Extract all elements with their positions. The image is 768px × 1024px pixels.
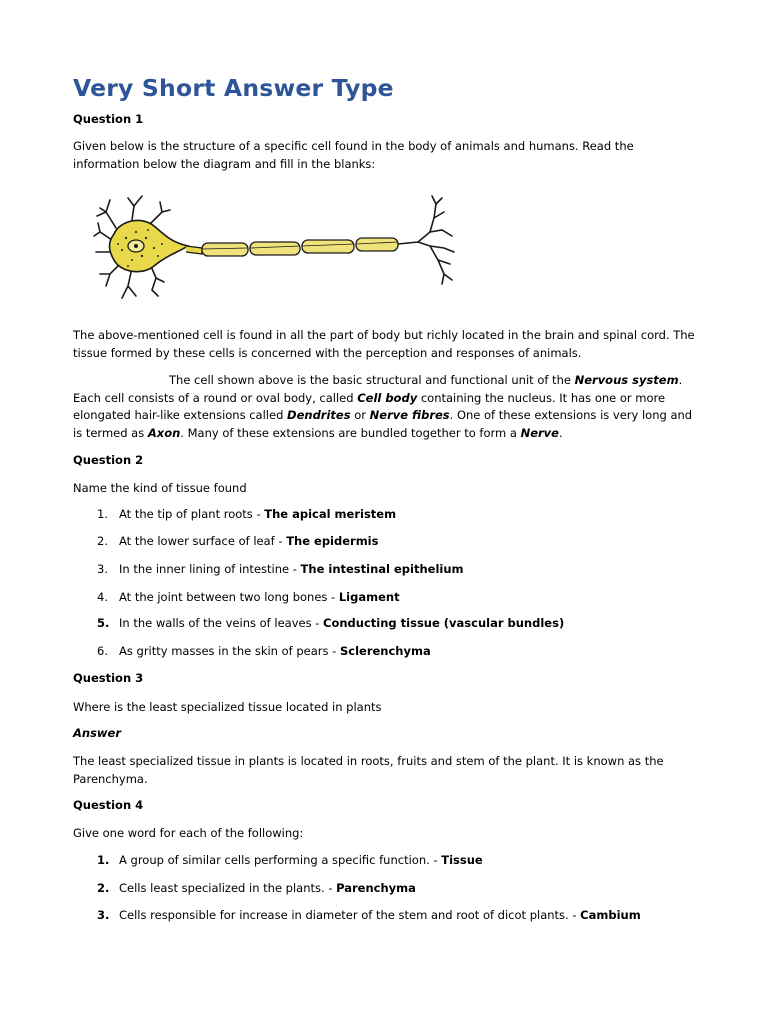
answer-label: Answer <box>73 726 122 740</box>
list-item: 1. A group of similar cells performing a specific function. - Tissue <box>97 853 483 867</box>
question-4-title: Question 4 <box>73 798 144 812</box>
answer-cell-body: Cell body <box>357 390 418 405</box>
neuron-diagram <box>92 190 477 310</box>
answer-nervous-system: Nervous system <box>574 373 679 387</box>
list-item: 2. At the lower surface of leaf - The epidermis <box>97 534 379 548</box>
question-2-title: Question 2 <box>73 453 144 467</box>
question-1-paragraph-1: The above-mentioned cell is found in all the part of body but richly located in the brain and spinal cord. The tissue formed by these cells is concerned with the perception and responses of animals. <box>73 328 695 360</box>
question-1-title: Question 1 <box>73 112 144 126</box>
question-4-prompt: Give one word for each of the following: <box>73 826 304 840</box>
question-3-prompt: Where is the least specialized tissue located in plants <box>73 700 382 714</box>
question-1-paragraph-2: The cell shown above is the basic structural and functional unit of the Nervous system. Each cell consists of a round or oval body, called Cell body containing the nucleus. It has one or more elongated hair-like extensions called Dendrites or Nerve fibres. One of these extensions is very long and is termed as Axon. Many of these extensions are bundled together to form a Nerve. <box>73 373 693 440</box>
question-1-intro: Given below is the structure of a specific cell found in the body of animals and humans. Read the information below the diagram and fill in the blanks: <box>73 139 634 171</box>
page-heading: Very Short Answer Type <box>73 74 394 102</box>
question-3-title: Question 3 <box>73 671 144 685</box>
answer-nerve-fibres: Nerve fibres <box>369 408 450 422</box>
question-2-prompt: Name the kind of tissue found <box>73 481 247 495</box>
question-3-answer: The least specialized tissue in plants is located in roots, fruits and stem of the plant. It is known as the Parenchyma. <box>73 754 664 786</box>
answer-dendrites: Dendrites <box>287 408 351 422</box>
list-item: 1. At the tip of plant roots - The apical meristem <box>97 507 397 521</box>
answer-nerve: Nerve <box>520 425 559 440</box>
list-item: 2. Cells least specialized in the plants. - Parenchyma <box>97 881 416 895</box>
list-item: 6. As gritty masses in the skin of pears - Sclerenchyma <box>97 644 431 658</box>
list-item: 4. At the joint between two long bones - Ligament <box>97 590 400 604</box>
list-item: 3. Cells responsible for increase in diameter of the stem and root of dicot plants. - Cambium <box>97 908 641 922</box>
answer-axon: Axon <box>147 425 181 440</box>
list-item: 3. In the inner lining of intestine - The intestinal epithelium <box>97 562 464 576</box>
list-item: 5. In the walls of the veins of leaves - Conducting tissue (vascular bundles) <box>97 616 565 630</box>
